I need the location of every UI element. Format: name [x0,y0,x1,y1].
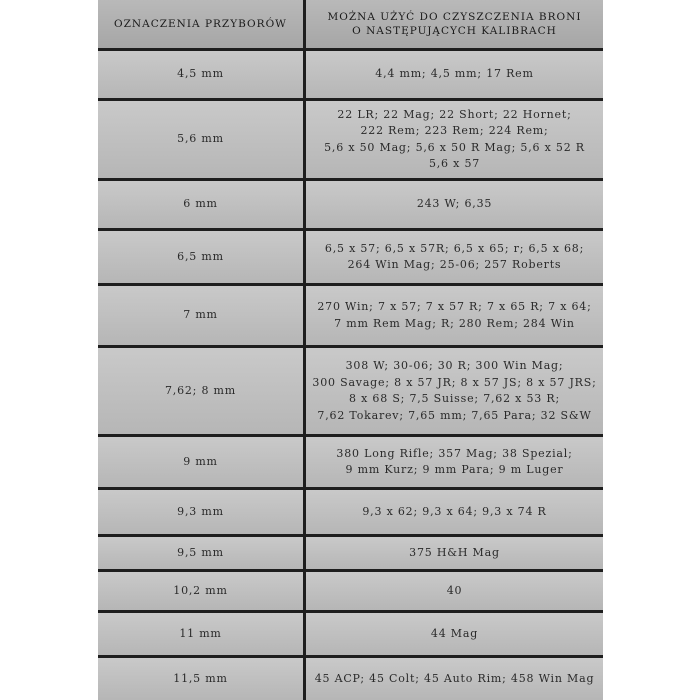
calibers-cell: 270 Win; 7 x 57; 7 x 57 R; 7 x 65 R; 7 x 64; 7 mm Rem Mag; R; 280 Rem; 284 Win [306,286,603,345]
table-row [98,572,603,610]
tool-size-cell: 9,3 mm [98,490,303,534]
calibers-cell: 44 Mag [306,613,603,655]
tool-size-cell: 6 mm [98,181,303,228]
calibers-cell: 6,5 x 57; 6,5 x 57R; 6,5 x 65; r; 6,5 x 68; 264 Win Mag; 25-06; 257 Roberts [306,231,603,283]
table-row [98,490,603,534]
table-row [98,181,603,228]
table-row [98,348,603,434]
header-compatible-calibers: MOŻNA UŻYĆ DO CZYSZCZENIA BRONI O NASTĘPUJĄCYCH KALIBRACH [306,0,603,48]
calibers-cell: 380 Long Rifle; 357 Mag; 38 Spezial; 9 mm Kurz; 9 mm Para; 9 m Luger [306,437,603,487]
tool-size-cell: 6,5 mm [98,231,303,283]
table-row [98,437,603,487]
tool-size-cell: 11,5 mm [98,658,303,700]
header-tool-designation: OZNACZENIA PRZYBORÓW [98,0,303,48]
tool-size-cell: 5,6 mm [98,101,303,178]
tool-size-cell: 10,2 mm [98,572,303,610]
table-row [98,613,603,655]
tool-size-cell: 7,62; 8 mm [98,348,303,434]
table-row [98,101,603,178]
table-row [98,51,603,98]
calibers-cell: 243 W; 6,35 [306,181,603,228]
caliber-table [98,0,603,700]
calibers-cell: 9,3 x 62; 9,3 x 64; 9,3 x 74 R [306,490,603,534]
calibers-cell: 375 H&H Mag [306,537,603,569]
tool-size-cell: 11 mm [98,613,303,655]
table-row [98,537,603,569]
tool-size-cell: 9 mm [98,437,303,487]
table-row [98,658,603,700]
calibers-cell: 4,4 mm; 4,5 mm; 17 Rem [306,51,603,98]
tool-size-cell: 7 mm [98,286,303,345]
tool-size-cell: 4,5 mm [98,51,303,98]
calibers-cell: 45 ACP; 45 Colt; 45 Auto Rim; 458 Win Mag [306,658,603,700]
tool-size-cell: 9,5 mm [98,537,303,569]
table-row [98,286,603,345]
calibers-cell: 308 W; 30-06; 30 R; 300 Win Mag; 300 Savage; 8 x 57 JR; 8 x 57 JS; 8 x 57 JRS; 8 x 68 S; 7,5 Suisse; 7,62 x 53 R; 7,62 Tokarev; 7,65 mm; 7,65 Para; 32 S&W [306,348,603,434]
calibers-cell: 40 [306,572,603,610]
table-row [98,231,603,283]
calibers-cell: 22 LR; 22 Mag; 22 Short; 22 Hornet; 222 Rem; 223 Rem; 224 Rem; 5,6 x 50 Mag; 5,6 x 50 R Mag; 5,6 x 52 R 5,6 x 57 [306,101,603,178]
